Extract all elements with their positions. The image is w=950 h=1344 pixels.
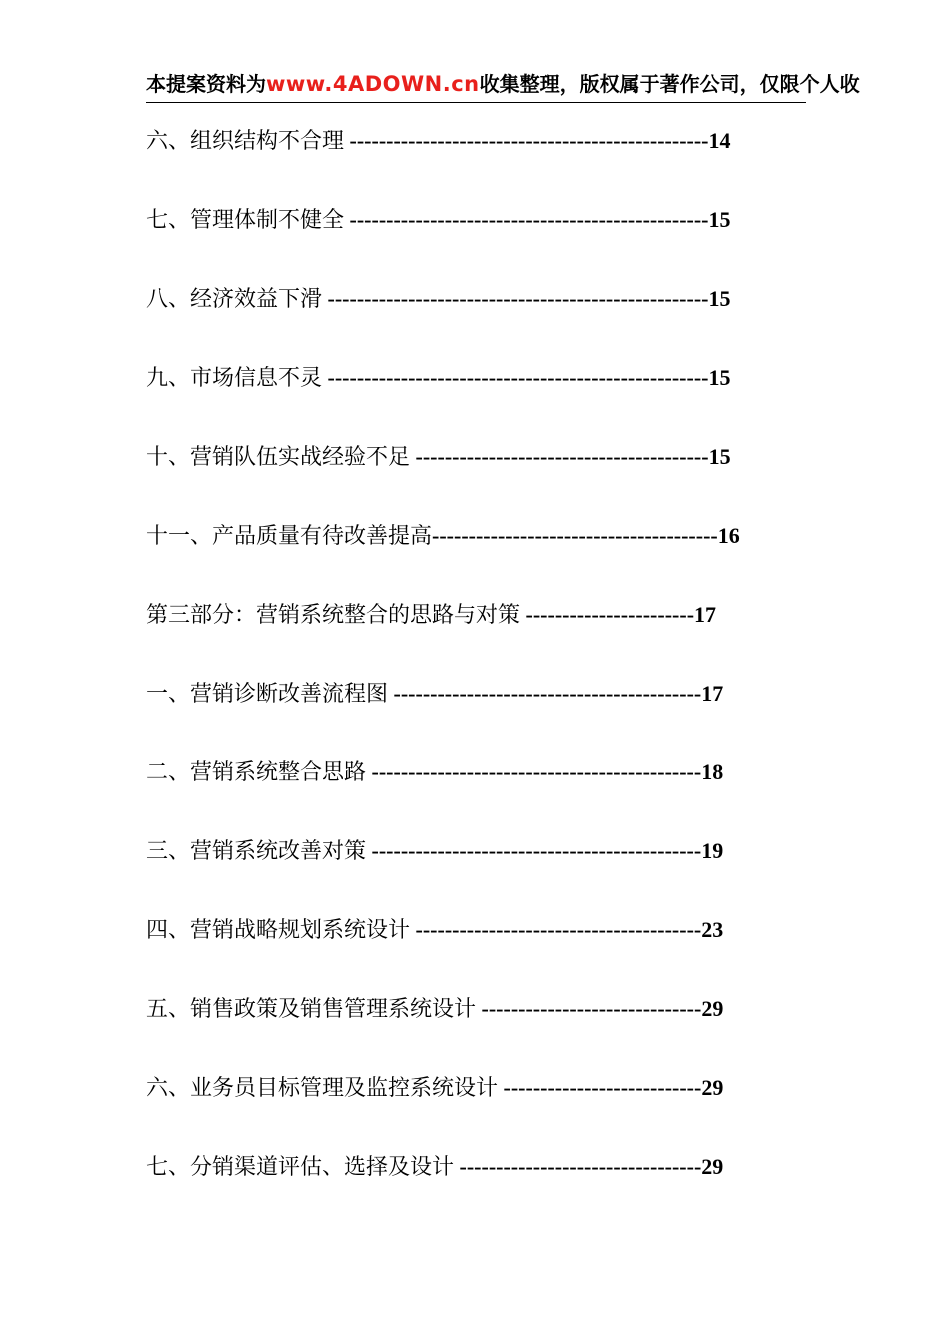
toc-entry-title: 七、管理体制不健全 <box>146 208 345 233</box>
toc-entry[interactable] <box>146 757 723 787</box>
toc-entry[interactable] <box>146 915 723 945</box>
toc-entry[interactable] <box>146 442 731 472</box>
toc-entry[interactable] <box>146 1152 723 1182</box>
toc-entry-leader: --------------------------------------------- <box>366 759 702 784</box>
toc-entry-page: 29 <box>701 1075 724 1100</box>
toc-entry-page: 18 <box>701 759 724 784</box>
toc-entry[interactable] <box>146 1073 723 1103</box>
toc-entry-title: 一、营销诊断改善流程图 <box>146 682 389 707</box>
toc-entry-title: 五、销售政策及销售管理系统设计 <box>146 997 477 1022</box>
toc-entry-title: 六、组织结构不合理 <box>146 129 345 154</box>
toc-entry-leader: ------------------------------------------------- <box>344 207 709 232</box>
toc-entry-leader: --------------------------- <box>498 1075 702 1100</box>
toc-entry-title: 九、市场信息不灵 <box>146 366 323 391</box>
toc-entry-page: 23 <box>701 917 724 942</box>
toc-entry[interactable] <box>146 363 730 393</box>
header-suffix: 收集整理，版权属于著作公司，仅限个人收 <box>479 72 860 96</box>
toc-entry-page: 19 <box>701 838 724 863</box>
toc-entry-title: 十、营销队伍实战经验不足 <box>146 445 411 470</box>
toc-entry-leader: ---------------------------------------------------- <box>322 286 709 311</box>
page-header <box>146 70 860 98</box>
toc-entry-page: 15 <box>708 207 731 232</box>
toc-entry-leader: ------------------------------------------------- <box>344 128 709 153</box>
toc-entry[interactable] <box>146 126 731 156</box>
toc-entry[interactable] <box>146 600 716 630</box>
toc-entry[interactable] <box>146 521 740 551</box>
header-prefix: 本提案资料为 <box>146 72 266 96</box>
toc-entry-page: 17 <box>694 602 717 627</box>
toc-entry-title: 三、营销系统改善对策 <box>146 839 367 864</box>
toc-entry-leader: ---------------------------------------------------- <box>322 365 709 390</box>
toc-entry-page: 15 <box>708 286 731 311</box>
toc-entry-title: 二、营销系统整合思路 <box>146 760 367 785</box>
toc-entry-title: 六、业务员目标管理及监控系统设计 <box>146 1076 499 1101</box>
toc-entry-leader: --------------------------------------------- <box>366 838 702 863</box>
toc-entry-leader: ---------------------------------------- <box>410 444 709 469</box>
toc-entry[interactable] <box>146 284 730 314</box>
toc-entry-title: 八、经济效益下滑 <box>146 287 323 312</box>
toc-entry-leader: ------------------------------ <box>476 996 702 1021</box>
toc-entry[interactable] <box>146 836 723 866</box>
toc-entry-leader: ----------------------- <box>520 602 695 627</box>
toc-entry-title: 十一、产品质量有待改善提高 <box>146 524 433 549</box>
toc-entry-leader: --------------------------------- <box>454 1154 702 1179</box>
toc-entry-leader: --------------------------------------- <box>410 917 702 942</box>
toc-entry-title: 七、分销渠道评估、选择及设计 <box>146 1155 455 1180</box>
header-divider <box>146 102 806 103</box>
toc-entry-leader: ------------------------------------------ <box>388 681 702 706</box>
toc-entry-title: 四、营销战略规划系统设计 <box>146 918 411 943</box>
toc-entry-page: 16 <box>717 523 740 548</box>
toc-entry-leader: --------------------------------------- <box>432 523 718 548</box>
toc-entry[interactable] <box>146 994 723 1024</box>
toc-entry[interactable] <box>146 679 723 709</box>
toc-entry-page: 15 <box>708 365 731 390</box>
toc-entry-title: 第三部分：营销系统整合的思路与对策 <box>146 603 521 628</box>
toc-entry-page: 29 <box>701 996 724 1021</box>
toc-entry-page: 14 <box>708 128 731 153</box>
header-url-link[interactable]: www.4ADOWN.cn <box>266 72 480 96</box>
toc-entry-page: 17 <box>701 681 724 706</box>
toc-entry-page: 29 <box>701 1154 724 1179</box>
toc-entry-page: 15 <box>708 444 731 469</box>
toc-entry[interactable] <box>146 205 731 235</box>
